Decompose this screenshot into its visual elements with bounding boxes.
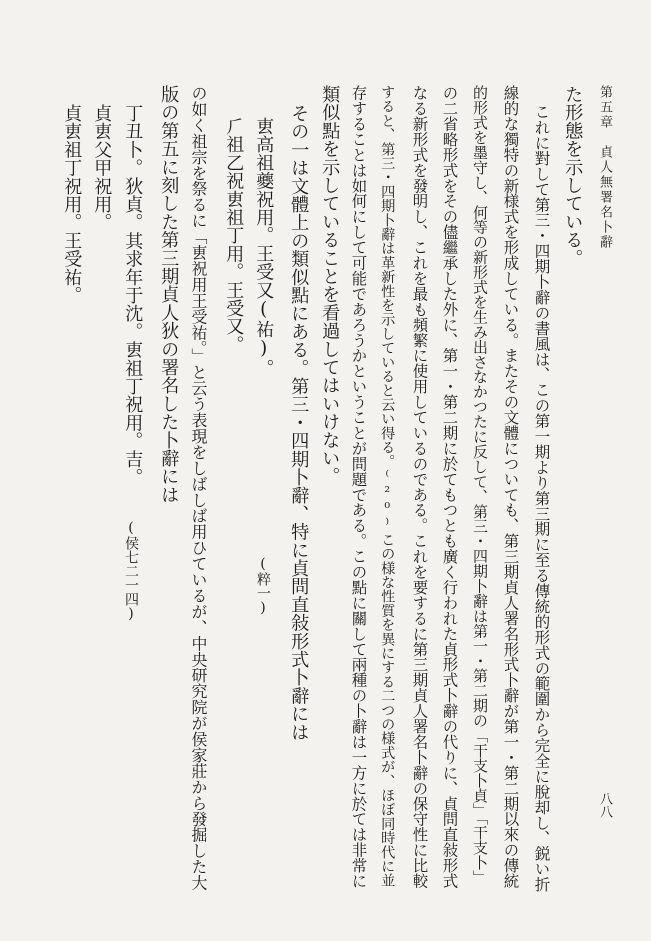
body-line: の如く祖宗を祭るに「叀祝用王受祐。」と云う表現をしばしば用ひているが、中央研究院が侯家莊から發掘した大 xyxy=(188,85,208,891)
body-line: の二省略形式をその儘繼承した外に、第一・第二期に於てもつとも廣く行われた貞形式卜辭の代りに、貞問直敍形式 xyxy=(440,85,459,889)
inscription-line: 丁丑卜。狄貞。其求年于沈。叀祖丁祝用。吉。 xyxy=(122,104,144,487)
body-line: 的形式を墨守し、何等の新形式を生み出さなかつたに反して、第三・四期卜辭は第一・第二期の「干支卜貞」「干支卜」 xyxy=(470,85,489,885)
page-number: 八八 xyxy=(597,792,612,818)
body-line: なる新形式を發明し、これを最も頻繁に使用しているのである。これを要するに第三期貞人署名卜辭の保守性に比較 xyxy=(410,85,429,889)
inscription-line: 叀高祖夔祝用。王受又(祐)。 xyxy=(253,117,275,378)
body-line: 版の第五に刻した第三期貞人狄の署名した卜辭には xyxy=(158,85,180,504)
inscription-citation: (粹一) xyxy=(255,556,271,616)
body-line: これに對して第三・四期卜辭の書風は、この第一期より第三期に至る傳統的形式の範圍から完全に脫却し、鋭い折 xyxy=(532,104,551,892)
body-line: すると、第三・四期卜辭は革新性を示していると云い得る。⁽²⁰⁾この様な性質を異にする二つの様式が、ほぼ同時代に並 xyxy=(379,85,396,888)
chapter-title: 第五章 貞人無署名卜辭 xyxy=(597,85,612,250)
inscription-line: ⺁祖乙祝叀祖丁用。王受又。 xyxy=(223,117,245,354)
body-line: 存することは如何にして可能であろうかということが問題である。この點に關して兩種の卜辭は一方に於ては非常に xyxy=(349,85,368,889)
inscription-citation: (侯七二一四) xyxy=(123,520,139,622)
body-line: その一は文體上の類似點にある。第三・四期卜辭、特に貞問直敍形式卜辭には xyxy=(288,104,310,741)
body-line: た形態を示している。 xyxy=(562,85,584,267)
body-line: 類似點を示していることを看過してはいけない。 xyxy=(319,85,341,486)
inscription-line: 貞叀祖丁祝用。王受祐。 xyxy=(61,104,83,305)
inscription-line: 貞叀父甲祝用。 xyxy=(91,104,113,232)
body-line: 線的な獨特の新様式を形成している。またその文體についても、第三期貞人署名形式卜辭が第一・第二期以來の傳統 xyxy=(501,85,520,889)
